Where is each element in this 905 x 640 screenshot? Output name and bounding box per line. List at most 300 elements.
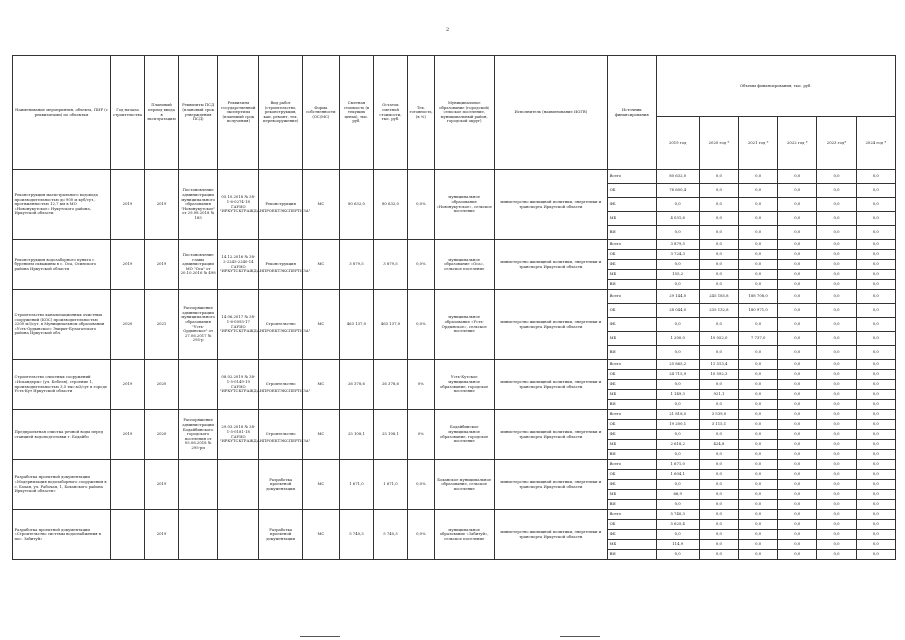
cell-ownership: МС [302,290,339,360]
cell-amount: 0,0 [739,490,778,500]
cell-amount: 10 052,0 [699,332,738,346]
cell-psd [179,360,218,410]
cell-amount: 0,0 [656,450,699,460]
bottom-divider [300,636,340,637]
cell-amount: 3 879,5 [656,240,699,250]
cell-amount: 0,0 [699,198,738,212]
table-row [13,410,896,420]
cell-work-type: Строительство [259,290,302,360]
cell-project-name: Строительство канализационных очистных сооружений (КОС) производительностью 2200 м3/сут. в Муниципальном образовании «Усть-Ордынское» Эхирит-Булагатского района Иркутской обл. [13,290,111,360]
table-row [13,360,896,370]
cell-amount: 0,0 [778,240,817,250]
cell-amount: 0,0 [778,530,817,540]
cell-amount: 0,0 [856,530,895,540]
cell-readiness: 0,0% [407,240,434,290]
col-header-year: 2023 год* [817,117,856,170]
cell-amount: 29 144,0 [656,290,699,304]
cell-amount: 0,0 [856,212,895,226]
cell-amount: 0,0 [856,270,895,280]
cell-funding-source: Всего [608,510,656,520]
cell-start-year [110,460,144,510]
cell-amount: 0,0 [739,390,778,400]
cell-amount: 0,0 [656,530,699,540]
cell-amount: 0,0 [856,304,895,318]
cell-amount: 0,0 [817,240,856,250]
cell-amount: 5 625,4 [656,520,699,530]
cell-amount: 424,8 [699,440,738,450]
page-number: 2 [446,27,450,33]
table-row [13,170,896,184]
cell-plan-year: 2020 [145,360,179,410]
cell-project-name: Строительство очистных сооружений «Искандеры» (ул. Бебеля), строение 1, производительностью 3,5 тыс.м3/сут в городе Усть-Кут Иркутской области [13,360,111,410]
col-header-psd: Реквизиты ПСД (плановый срок утверждения ПСД) [179,56,218,170]
col-header-source: Источник финансирования [608,56,656,170]
cell-amount: 0,0 [699,240,738,250]
cell-amount: 0,0 [739,346,778,360]
cell-amount: 0,0 [778,460,817,470]
cell-work-type: Строительство [259,410,302,460]
cell-amount: 0,0 [817,370,856,380]
cell-amount: 0,0 [699,184,738,198]
col-header-year: 2022 год * [778,117,817,170]
cell-amount: 0,0 [778,212,817,226]
cell-plan-year: 2019 [145,510,179,560]
cell-expertise: 14.06.2017 № 38-1-6-0093-17 ГАУИО "ИРКУТСКГРАЖДАНПРОЕКТЭКСПЕРТИЗА" [218,290,259,360]
cell-amount: 0,0 [778,318,817,332]
cell-expertise: 29.03.2018 № 38-1-5-0181-18 ГАУИО "ИРКУТСКГРАЖДАНПРОЕКТЭКСПЕРТИЗА" [218,410,259,460]
cell-amount: 0,0 [739,520,778,530]
cell-remaining: 463 137,0 [373,290,407,360]
cell-amount: 0,0 [817,260,856,270]
cell-amount: 0,0 [739,510,778,520]
cell-cost: 1 671,0 [339,460,373,510]
cell-amount: 7 737,0 [739,332,778,346]
cell-funding-source: ФБ [608,530,656,540]
cell-amount: 0,0 [739,470,778,480]
cell-project-name: Реконструкция магистрального водовода производительностью до 900 м куб/сут., протяженностью 12,7 км в МО «Новонукутское» Нукутского района, Иркутской области [13,170,111,240]
cell-amount: 0,0 [778,520,817,530]
cell-amount: 0,0 [778,450,817,460]
cell-ownership: МС [302,360,339,410]
cell-amount: 0,0 [817,540,856,550]
cell-amount: 0,0 [856,550,895,560]
cell-amount: 0,0 [778,270,817,280]
cell-amount: 0,0 [778,226,817,240]
cell-work-type: Реконструкция [259,240,302,290]
cell-amount: 0,0 [817,170,856,184]
cell-readiness: 0% [407,410,434,460]
cell-amount: 0,0 [656,226,699,240]
table-row [13,290,896,304]
cell-amount: 0,0 [699,520,738,530]
cell-amount: 0,0 [817,480,856,490]
cell-psd: Распоряжение администрации муниципального образования "Усть-Ордынское" от 27.06.2017 № 295-р [179,290,218,360]
cell-amount: 0,0 [856,240,895,250]
cell-work-type: Разработка проектной документации [259,460,302,510]
cell-ministry: министерство жилищной политики, энергетики и транспорта Иркутской области [494,510,607,560]
cell-amount: 0,0 [856,390,895,400]
cell-funding-source: ОБ [608,420,656,430]
cell-amount: 0,0 [817,450,856,460]
cell-amount: 0,0 [856,360,895,370]
cell-amount: 0,0 [739,198,778,212]
cell-readiness: 0,0% [407,460,434,510]
cell-amount: 5 740,3 [656,510,699,520]
cell-funding-source: МБ [608,270,656,280]
cell-start-year: 2019 [110,240,144,290]
cell-ministry: министерство жилищной политики, энергетики и транспорта Иркутской области [494,290,607,360]
cell-amount: 0,0 [778,170,817,184]
cell-amount: 0,0 [739,370,778,380]
cell-ministry: министерство жилищной политики, энергетики и транспорта Иркутской области [494,460,607,510]
cell-amount: 0,0 [856,290,895,304]
cell-amount: 0,0 [817,318,856,332]
cell-amount: 0,0 [817,346,856,360]
table-header [13,56,896,170]
cell-amount: 0,0 [699,170,738,184]
cell-amount: 0,0 [778,470,817,480]
cell-amount: 0,0 [817,520,856,530]
cell-municipality: муниципальное образование «Оса», сельское поселение [434,240,494,290]
cell-amount: 0,0 [739,240,778,250]
cell-amount: 0,0 [856,460,895,470]
cell-funding-source: МБ [608,332,656,346]
cell-amount: 245 185,8 [699,290,738,304]
cell-amount: 0,0 [699,480,738,490]
cell-project-name: Разработка проектной документации «Модернизация водозаборного сооружения в с. Бохан, ул. Рабочая, 1, Боханского района Иркутской области» [13,460,111,510]
cell-funding-source: ФБ [608,480,656,490]
cell-amount: 0,0 [856,420,895,430]
col-header-ownership: Форма собственности (ОС/МС) [302,56,339,170]
cell-work-type: Строительство [259,360,302,410]
cell-amount: 0,0 [817,460,856,470]
col-header-work-type: Вид работ (строительство, реконструкция, кап. ремонт, тех. перевооружение) [259,56,302,170]
cell-funding-source: МБ [608,390,656,400]
cell-funding-source: Всего [608,410,656,420]
cell-amount: 0,0 [699,450,738,460]
cell-amount: 0,0 [739,318,778,332]
cell-amount: 28 044,0 [656,304,699,318]
cell-start-year: 2019 [110,360,144,410]
cell-funding-source: ФБ [608,430,656,440]
cell-amount: 1 200,0 [656,332,699,346]
cell-amount: 0,0 [856,430,895,440]
cell-funding-source: ФБ [608,318,656,332]
cell-amount: 0,0 [656,480,699,490]
cell-amount: 0,0 [739,380,778,390]
cell-amount: 0,0 [817,440,856,450]
cell-amount: 0,0 [739,530,778,540]
cell-amount: 0,0 [817,290,856,304]
cell-ownership: МС [302,460,339,510]
cell-amount: 188 708,0 [739,290,778,304]
cell-municipality: Усть-Кутское муниципальное образование, городское поселение [434,360,494,410]
cell-amount: 0,0 [739,480,778,490]
cell-amount: 0,0 [778,184,817,198]
cell-amount: 0,0 [856,260,895,270]
cell-readiness: 0,0% [407,170,434,240]
cell-ownership: МС [302,510,339,560]
cell-amount: 0,0 [817,500,856,510]
cell-amount: 0,0 [699,530,738,540]
cell-remaining: 5 740,3 [373,510,407,560]
cell-amount: 921,1 [699,390,738,400]
cell-amount: 0,0 [778,280,817,290]
cell-amount: 0,0 [778,500,817,510]
cell-funding-source: МБ [608,440,656,450]
cell-amount: 0,0 [856,280,895,290]
cell-amount: 0,0 [699,280,738,290]
cell-funding-source: Всего [608,240,656,250]
cell-amount: 0,0 [817,410,856,420]
cell-psd: Распоряжение администрации Бодайбинского городского поселения от 05.06.2018 № 295-рп [179,410,218,460]
cell-amount: 235 132,8 [699,304,738,318]
cell-start-year: 2019 [110,410,144,460]
cell-amount: 0,0 [699,226,738,240]
cell-amount: 0,0 [778,250,817,260]
cell-amount: 80 632,0 [656,170,699,184]
cell-remaining: 80 632,0 [373,170,407,240]
cell-amount: 0,0 [856,250,895,260]
cell-psd: Постановление администрации муниципального образования "Новонукутское" от 29.08.2018 № 185 [179,170,218,240]
cell-amount: 0,0 [817,304,856,318]
cell-amount: 0,0 [856,380,895,390]
cell-amount: 180 971,0 [739,304,778,318]
cell-amount: 0,0 [856,226,895,240]
col-header-name: Наименование мероприятия, объекта, ПИР (с реквизитами) по объектам [13,56,111,170]
cell-amount: 0,0 [817,470,856,480]
cell-amount: 0,0 [778,480,817,490]
col-header-year: 2021 год * [739,117,778,170]
cell-amount: 0,0 [739,450,778,460]
cell-cost: 26 378,6 [339,360,373,410]
cell-funding-source: МБ [608,212,656,226]
cell-amount: 1 149,3 [656,390,699,400]
cell-amount: 0,0 [817,490,856,500]
cell-amount: 0,0 [817,212,856,226]
col-header-remaining: Остаток сметной стоимости, тыс. руб. [373,56,407,170]
cell-amount: 0,0 [699,490,738,500]
cell-amount: 76 600,4 [656,184,699,198]
cell-amount: 25 865,2 [656,360,699,370]
cell-readiness: 0% [407,360,434,410]
cell-psd [179,510,218,560]
cell-funding-source: ВИ [608,346,656,360]
cell-amount: 0,0 [817,280,856,290]
cell-amount: 10 592,3 [699,370,738,380]
cell-amount: 0,0 [699,400,738,410]
cell-amount: 0,0 [778,540,817,550]
cell-ministry: министерство жилищной политики, энергетики и транспорта Иркутской области [494,170,607,240]
cell-amount: 0,0 [778,304,817,318]
cell-amount: 3 539,0 [699,410,738,420]
cell-funding-source: ВИ [608,400,656,410]
cell-amount: 0,0 [817,530,856,540]
cell-funding-source: ОБ [608,304,656,318]
cell-amount: 0,0 [656,198,699,212]
col-header-financing: Объемы финансирования, тыс. руб. [656,56,895,117]
investment-projects-table [12,55,896,560]
cell-work-type: Разработка проектной документации [259,510,302,560]
cell-amount: 0,0 [817,270,856,280]
cell-amount: 3 115,1 [699,420,738,430]
cell-amount: 0,0 [778,490,817,500]
col-header-expertise: Реквизиты государственной экспертизы (плановый срок получения) [218,56,259,170]
cell-plan-year: 2019 [145,460,179,510]
cell-amount: 0,0 [699,550,738,560]
cell-amount: 0,0 [856,346,895,360]
cell-amount: 0,0 [739,212,778,226]
cell-funding-source: ОБ [608,370,656,380]
cell-funding-source: МБ [608,540,656,550]
cell-amount: 0,0 [739,260,778,270]
cell-amount: 0,0 [699,260,738,270]
cell-ministry: министерство жилищной политики, энергетики и транспорта Иркутской области [494,410,607,460]
cell-amount: 0,0 [739,420,778,430]
cell-amount: 0,0 [739,540,778,550]
cell-amount: 0,0 [856,510,895,520]
cell-expertise: 05.10.2018 № 38-1-6-0274-18 ГАУИО "ИРКУТСКГРАЖДАНПРОЕКТЭКСПЕРТИЗА" [218,170,259,240]
cell-amount: 0,0 [778,370,817,380]
cell-funding-source: Всего [608,360,656,370]
cell-amount: 0,0 [778,440,817,450]
cell-project-name: Разработка проектной документации «Строительство системы водоснабжения в пос. Забитуй» [13,510,111,560]
cell-amount: 0,0 [856,520,895,530]
cell-amount: 0,0 [817,380,856,390]
cell-psd [179,460,218,510]
cell-amount: 0,0 [778,410,817,420]
cell-plan-year: 2019 [145,240,179,290]
cell-amount: 0,0 [778,332,817,346]
cell-start-year [110,510,144,560]
cell-ministry: министерство жилищной политики, энергетики и транспорта Иркутской области [494,240,607,290]
cell-amount: 0,0 [778,360,817,370]
table-row [13,240,896,250]
cell-amount: 0,0 [656,400,699,410]
cell-remaining: 26 378,6 [373,360,407,410]
cell-amount: 0,0 [778,260,817,270]
cell-funding-source: ОБ [608,470,656,480]
cell-remaining: 25 108,1 [373,410,407,460]
cell-amount: 0,0 [739,550,778,560]
cell-cost: 5 740,3 [339,510,373,560]
col-header-plan: Плановый период ввода в эксплуатацию [145,56,179,170]
cell-amount: 0,0 [856,400,895,410]
cell-amount: 0,0 [817,198,856,212]
cell-amount: 155,2 [656,270,699,280]
cell-municipality: Бодайбинское муниципальное образование, городское поселение [434,410,494,460]
cell-amount: 0,0 [739,250,778,260]
cell-remaining: 1 671,0 [373,460,407,510]
cell-amount: 66,9 [656,490,699,500]
cell-ownership: МС [302,410,339,460]
cell-amount: 0,0 [778,380,817,390]
cell-plan-year: 2019 [145,170,179,240]
cell-municipality: Боханское муниципальное образование, сельское поселение [434,460,494,510]
cell-plan-year: 2020 [145,410,179,460]
col-header-cost: Сметная стоимость (в текущих ценах), тыс. руб. [339,56,373,170]
cell-municipality: муниципальное образование «Забитуй», сельское поселение [434,510,494,560]
cell-psd: Постановление главы администрации МО "Оса" от 20.10.2016 № 498 [179,240,218,290]
cell-plan-year: 2021 [145,290,179,360]
table-body [13,170,896,560]
cell-amount: 0,0 [739,460,778,470]
cell-remaining: 3 879,5 [373,240,407,290]
col-header-year: 2020 год * [699,117,738,170]
cell-funding-source: ВИ [608,226,656,240]
cell-amount: 0,0 [739,184,778,198]
cell-start-year: 2020 [110,290,144,360]
cell-ownership: МС [302,240,339,290]
cell-start-year: 2019 [110,170,144,240]
col-header-ministry: Исполнитель (наименование ИОГВ) [494,56,607,170]
cell-amount: 0,0 [856,410,895,420]
cell-amount: 4 031,6 [656,212,699,226]
cell-amount: 0,0 [699,346,738,360]
cell-amount: 0,0 [739,226,778,240]
cell-expertise: 08.02.2019 № 38-1-5-0149-19 ГАУИО "ИРКУТСКГРАЖДАНПРОЕКТЭКСПЕРТИЗА" [218,360,259,410]
cell-amount: 0,0 [656,260,699,270]
cell-amount: 0,0 [817,420,856,430]
col-header-start: Год начала строительства [110,56,144,170]
cell-amount: 0,0 [699,470,738,480]
cell-amount: 0,0 [856,170,895,184]
cell-funding-source: ОБ [608,184,656,198]
cell-readiness: 0,0% [407,510,434,560]
cell-funding-source: ФБ [608,380,656,390]
table-row [13,510,896,520]
cell-amount: 0,0 [656,550,699,560]
cell-municipality: муниципальное образование «Усть-Ордынское», сельское поселение [434,290,494,360]
cell-amount: 0,0 [739,430,778,440]
cell-funding-source: ВИ [608,450,656,460]
cell-funding-source: ОБ [608,250,656,260]
cell-amount: 0,0 [856,370,895,380]
cell-amount: 24 715,9 [656,370,699,380]
cell-amount: 0,0 [817,184,856,198]
cell-amount: 0,0 [699,270,738,280]
cell-funding-source: ФБ [608,260,656,270]
cell-funding-source: МБ [608,490,656,500]
cell-amount: 0,0 [699,250,738,260]
cell-amount: 2 618,2 [656,440,699,450]
cell-amount: 0,0 [778,550,817,560]
cell-project-name: Реконструкция водозаборного пункта с бурением скважины в с. Оса, Осинского района Иркутской области [13,240,111,290]
table-row [13,460,896,470]
cell-amount: 0,0 [856,184,895,198]
cell-amount: 0,0 [856,318,895,332]
cell-amount: 0,0 [739,170,778,184]
cell-amount: 0,0 [856,440,895,450]
cell-amount: 0,0 [739,440,778,450]
cell-amount: 0,0 [778,390,817,400]
cell-amount: 0,0 [739,360,778,370]
cell-amount: 21 818,5 [656,410,699,420]
cell-ministry: министерство жилищной политики, энергетики и транспорта Иркутской области [494,360,607,410]
cell-amount: 0,0 [699,380,738,390]
cell-amount: 0,0 [699,430,738,440]
cell-amount: 0,0 [656,500,699,510]
cell-amount: 0,0 [817,332,856,346]
cell-amount: 0,0 [739,270,778,280]
cell-work-type: Реконструкция [259,170,302,240]
cell-amount: 0,0 [817,550,856,560]
cell-amount: 0,0 [699,460,738,470]
cell-funding-source: ВИ [608,500,656,510]
cell-amount: 0,0 [778,346,817,360]
cell-amount: 0,0 [778,430,817,440]
cell-expertise: 14.12.2016 № 38-2-2245-2240-14 ГАУИО "ИРКУТСКГРАЖДАНПРОЕКТЭКСПЕРТИЗА" [218,240,259,290]
